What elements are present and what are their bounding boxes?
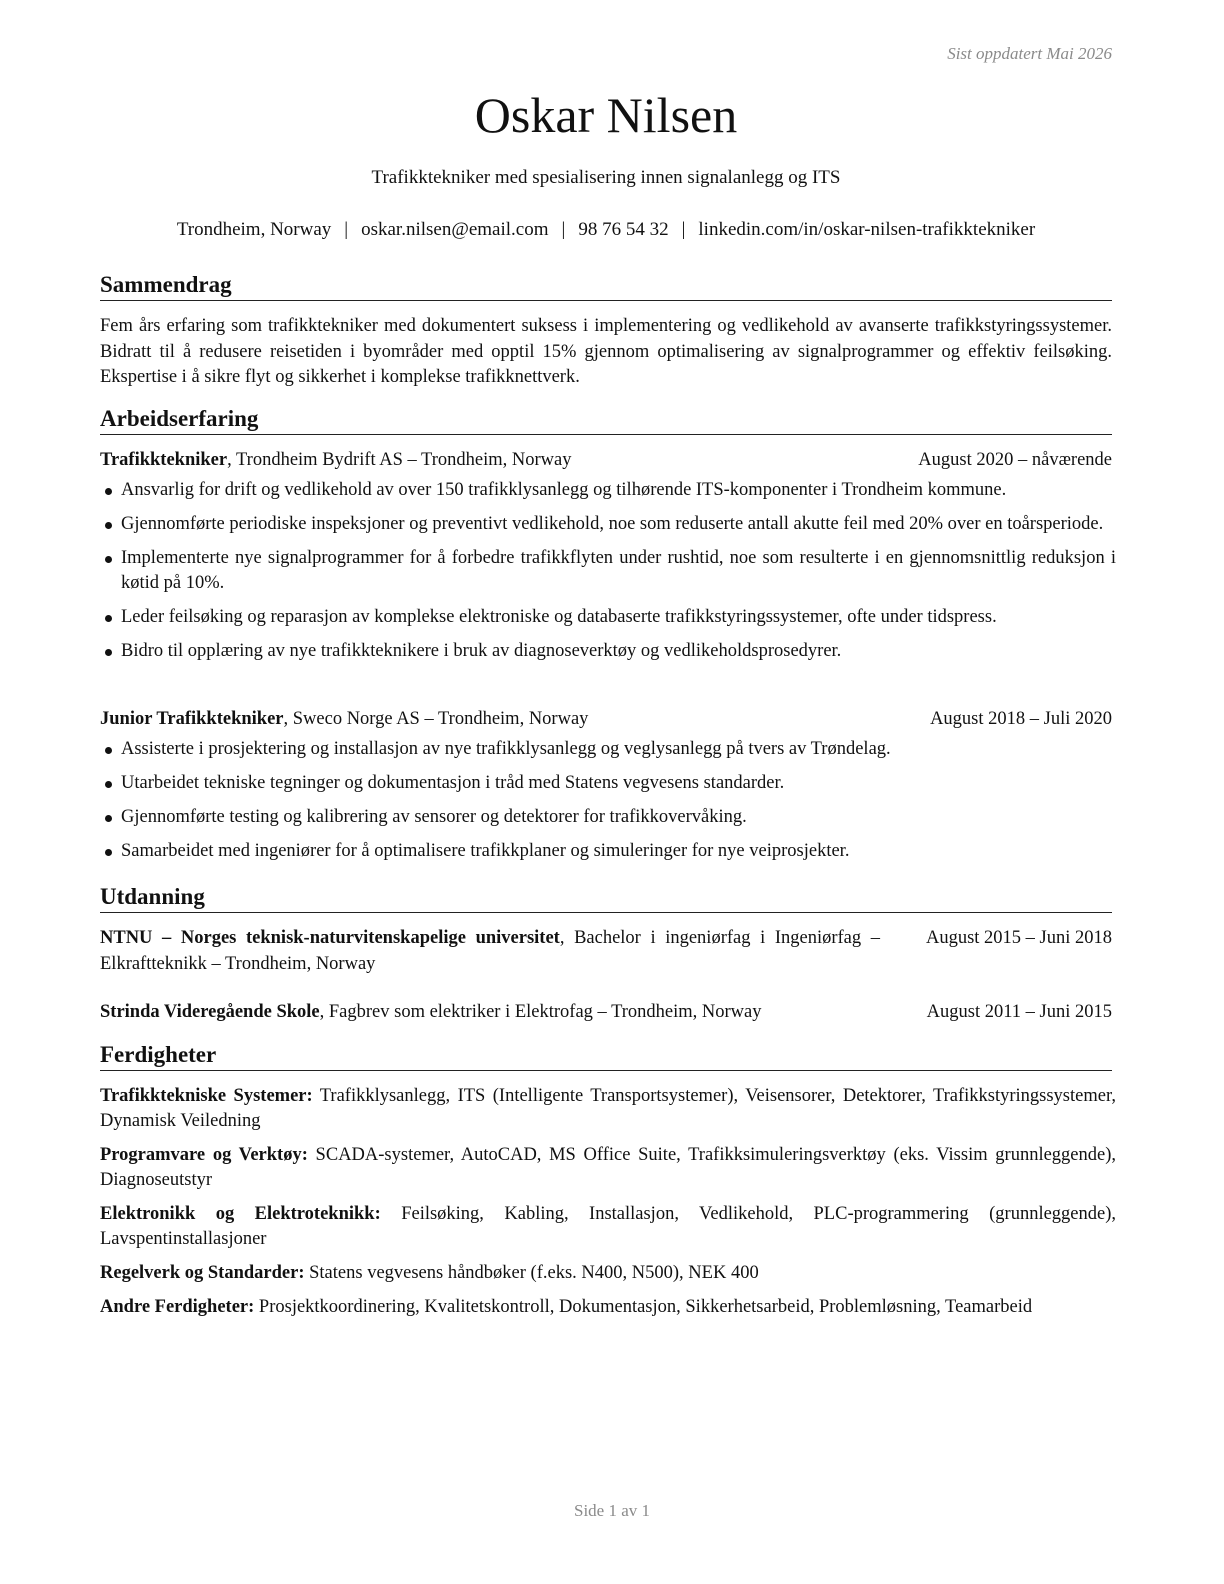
- job-dates: August 2018 – Juli 2020: [930, 709, 1112, 729]
- list-item: Utarbeidet tekniske tegninger og dokumentasjon i tråd med Statens vegvesens standarder.: [100, 771, 1116, 796]
- person-name: Oskar Nilsen: [474, 87, 738, 143]
- education-details: , Fagbrev som elektriker i Elektrofag – Trondheim, Norway: [319, 1002, 762, 1022]
- skill-label: Regelverk og Standarder:: [100, 1263, 305, 1283]
- skill-value: Trafikklysanlegg, ITS (Intelligente Transportsystemer), Veisensorer, Detektorer, Trafikkstyringssystemer, Dynamisk Veiledning: [100, 1086, 1116, 1131]
- section-title-skills: Ferdigheter: [100, 1040, 1112, 1071]
- education-school: Strinda Videregående Skole: [100, 1002, 320, 1022]
- job-role: Junior Trafikktekniker: [100, 709, 284, 729]
- job-details: , Trondheim Bydrift AS – Trondheim, Norway: [227, 450, 572, 470]
- education-details: , Bachelor i ingeniørfag i Ingeniørfag – Elkraftteknikk – Trondheim, Norway: [100, 928, 880, 974]
- skill-item: [100, 1143, 1116, 1193]
- list-item: Leder feilsøking og reparasjon av komplekse elektroniske og databaserte trafikkstyringssystemer, ofte under tidspress.: [100, 605, 1116, 630]
- section-title-education: Utdanning: [100, 882, 1112, 913]
- skill-item: [100, 1295, 1116, 1320]
- job-bullets: [100, 478, 1116, 673]
- list-item: Ansvarlig for drift og vedlikehold av over 150 trafikklysanlegg og tilhørende ITS-komponenter i Trondheim kommune.: [100, 478, 1116, 503]
- section-title-experience: Arbeidserfaring: [100, 404, 1112, 435]
- list-item: Implementerte nye signalprogrammer for å forbedre trafikkflyten under rushtid, noe som resulterte i en gjennomsnittlig reduksjon i køtid på 10%.: [100, 546, 1116, 596]
- summary-text: Fem års erfaring som trafikktekniker med dokumentert suksess i implementering og vedlikehold av avanserte trafikkstyringssystemer. Bidratt til å redusere reisetiden i byområder med opptil 15% gjennom optimalisering av signalprogrammer og effektiv feilsøking. Ekspertise i å sikre flyt og sikkerhet i komplekse trafikknettverk.: [100, 316, 1112, 387]
- job-details: , Sweco Norge AS – Trondheim, Norway: [283, 709, 589, 729]
- skill-label: Trafikktekniske Systemer:: [100, 1086, 313, 1106]
- skill-item: [100, 1202, 1116, 1252]
- skill-value: Statens vegvesens håndbøker (f.eks. N400, N500), NEK 400: [304, 1263, 759, 1283]
- skill-value: Feilsøking, Kabling, Installasjon, Vedlikehold, PLC-programmering (grunnleggende), Lavspentinstallasjoner: [100, 1204, 1116, 1249]
- skills-list: [100, 1084, 1116, 1329]
- list-item: Bidro til opplæring av nye trafikkteknikere i bruk av diagnoseverktøy og vedlikeholdsprosedyrer.: [100, 639, 1116, 664]
- section-title-summary: Sammendrag: [100, 270, 1112, 301]
- contact-email[interactable]: oskar.nilsen@email.com: [361, 219, 549, 240]
- education-dates: August 2011 – Juni 2015: [926, 1002, 1112, 1022]
- contact-separator: |: [344, 219, 349, 240]
- skill-label: Elektronikk og Elektroteknikk:: [100, 1204, 381, 1224]
- contact-phone: 98 76 54 32: [578, 219, 669, 240]
- job-header: [100, 448, 1112, 474]
- list-item: Assisterte i prosjektering og installasjon av nye trafikklysanlegg og veglysanlegg på tvers av Trøndelag.: [100, 737, 1116, 762]
- list-item: Samarbeidet med ingeniører for å optimalisere trafikkplaner og simuleringer for nye veiprosjekter.: [100, 839, 1116, 864]
- job-role: Trafikktekniker: [100, 450, 228, 470]
- skill-label: Andre Ferdigheter:: [100, 1297, 255, 1317]
- contact-linkedin[interactable]: linkedin.com/in/oskar-nilsen-trafikktekniker: [698, 219, 1036, 240]
- contact-location: Trondheim, Norway: [176, 219, 332, 240]
- skill-value: Prosjektkoordinering, Kvalitetskontroll, Dokumentasjon, Sikkerhetsarbeid, Problemløsning, Teamarbeid: [254, 1297, 1033, 1317]
- education-item: [100, 926, 1112, 977]
- list-item: Gjennomførte periodiske inspeksjoner og preventivt vedlikehold, noe som reduserte antall akutte feil med 20% over en toårsperiode.: [100, 512, 1116, 537]
- tagline: Trafikktekniker med spesialisering innen signalanlegg og ITS: [371, 167, 841, 188]
- education-dates: August 2015 – Juni 2018: [925, 928, 1112, 948]
- job-header: [100, 707, 1112, 733]
- job-dates: August 2020 – nåværende: [918, 450, 1112, 470]
- education-school: NTNU – Norges teknisk-naturvitenskapelige universitet: [100, 928, 560, 948]
- contact-separator: |: [681, 219, 686, 240]
- skill-item: [100, 1261, 1116, 1286]
- skill-value: SCADA-systemer, AutoCAD, MS Office Suite, Trafikksimuleringsverktøy (eks. Vissim grunnleggende), Diagnoseutstyr: [100, 1145, 1116, 1190]
- resume-page: [100, 0, 1116, 1584]
- page-number: Side 1 av 1: [573, 1501, 651, 1520]
- education-item: [100, 1000, 1112, 1026]
- last-updated: Sist oppdatert Mai 2026: [947, 44, 1112, 63]
- contact-separator: |: [561, 219, 566, 240]
- skill-item: [100, 1084, 1116, 1134]
- contact-line: [84, 219, 1128, 241]
- list-item: Gjennomførte testing og kalibrering av sensorer og detektorer for trafikkovervåking.: [100, 805, 1116, 830]
- job-bullets: [100, 737, 1116, 873]
- skill-label: Programvare og Verktøy:: [100, 1145, 308, 1165]
